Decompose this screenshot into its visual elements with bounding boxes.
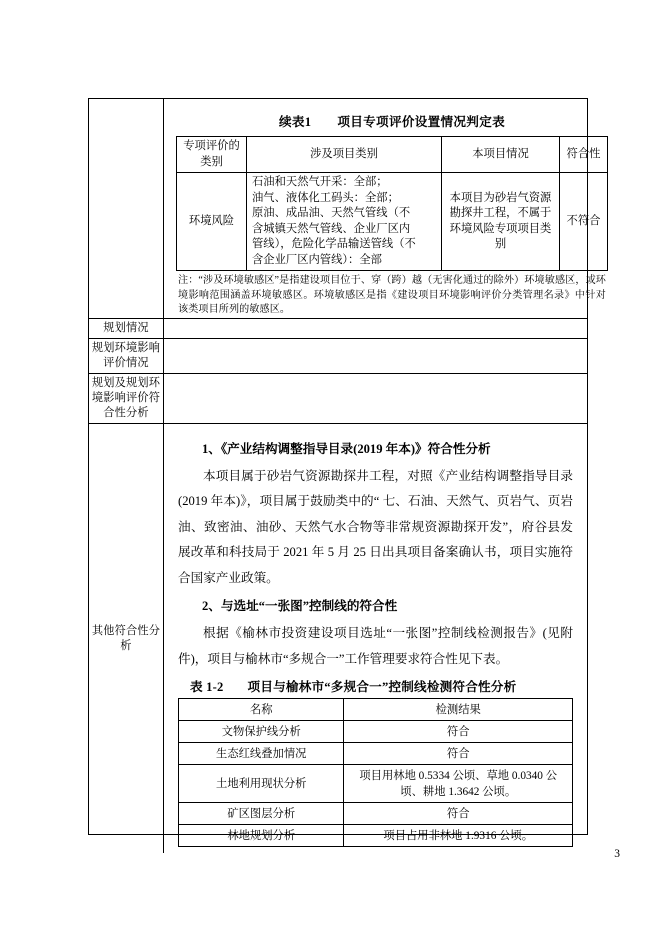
table1-header-compliance: 符合性 bbox=[560, 137, 608, 173]
table1-caption-number: 续表1 bbox=[278, 115, 312, 129]
table2-cell-name: 林地规划分析 bbox=[179, 825, 344, 847]
table2-header-name: 名称 bbox=[179, 699, 344, 721]
planning-eia-row bbox=[89, 339, 587, 374]
table2-header-result: 检测结果 bbox=[344, 699, 573, 721]
planning-compliance-row bbox=[89, 374, 587, 424]
table1-row bbox=[177, 173, 608, 271]
table2-row bbox=[179, 825, 573, 847]
document-page-frame bbox=[88, 98, 606, 842]
table2-row bbox=[179, 765, 573, 803]
table2-cell-result: 项目用林地 0.5334 公顷、草地 0.0340 公顷、耕地 1.3642 公顷。 bbox=[344, 765, 573, 803]
other-compliance-row bbox=[89, 424, 587, 854]
page-number: 3 bbox=[614, 848, 620, 860]
table1-caption bbox=[176, 111, 608, 130]
table1-cell-category: 环境风险 bbox=[177, 173, 247, 271]
table2-row bbox=[179, 721, 573, 743]
table2-caption-title: 项目与榆林市“多规合一”控制线检测符合性分析 bbox=[247, 680, 517, 695]
section2-paragraph: 根据《榆林市投资建设项目选址“一张图”控制线检测报告》(见附件)，项目与榆林市“多规合一”工作管理要求符合性见下表。 bbox=[178, 626, 573, 666]
table2-cell-name: 生态红线叠加情况 bbox=[179, 743, 344, 765]
table2-row bbox=[179, 803, 573, 825]
table2-cell-result: 符合 bbox=[344, 721, 573, 743]
table2-row bbox=[179, 743, 573, 765]
table1-header-project-types: 涉及项目类别 bbox=[247, 137, 442, 173]
table2 bbox=[178, 698, 573, 847]
section1-heading: 1、《产业结构调整指导目录(2019 年本)》符合性分析 bbox=[202, 441, 491, 456]
table1-project-type-line: 含城镇天然气管线、企业厂区内 bbox=[252, 222, 411, 235]
planning-compliance-row-value bbox=[164, 374, 587, 423]
table2-cell-result: 符合 bbox=[344, 743, 573, 765]
table2-cell-result: 项目占用非林地 1.9316 公顷。 bbox=[344, 825, 573, 847]
other-compliance-row-label: 其他符合性分析 bbox=[89, 424, 164, 854]
planning-row-value bbox=[164, 319, 587, 338]
table1-caption-title: 项目专项评价设置情况判定表 bbox=[337, 115, 505, 129]
special-evaluation-row-label bbox=[89, 99, 164, 318]
table1-header-category: 专项评价的类别 bbox=[177, 137, 247, 173]
table1-header-this-project: 本项目情况 bbox=[442, 137, 560, 173]
table1 bbox=[176, 136, 608, 271]
table1-project-type-line: 原油、成品油、天然气管线（不 bbox=[252, 207, 411, 219]
section1-paragraph: 本项目属于砂岩气资源勘探井工程，对照《产业结构调整指导目录(2019 年本)》，项目属于鼓励类中的“ 七、石油、天然气、页岩气、页岩油、致密油、油砂、天然气水合物等非常规资源勘探开发”，府谷县发展改革和科技局于 2021 年 5 月 25 日出具项目备案确认书，项目实施符合国家产业政策。 bbox=[178, 468, 573, 585]
table2-cell-name: 文物保护线分析 bbox=[179, 721, 344, 743]
planning-row bbox=[89, 319, 587, 339]
table2-cell-name: 矿区图层分析 bbox=[179, 803, 344, 825]
table2-cell-result: 符合 bbox=[344, 803, 573, 825]
table2-caption-number: 表 1-2 bbox=[190, 680, 224, 695]
table1-project-type-line: 油气、液体化工码头：全部； bbox=[252, 191, 399, 204]
table1-cell-this-project: 本项目为砂岩气资源勘探井工程，不属于环境风险专项项目类别 bbox=[442, 173, 560, 271]
table2-cell-name: 土地利用现状分析 bbox=[179, 765, 344, 803]
table1-cell-compliance: 不符合 bbox=[560, 173, 608, 271]
table2-caption bbox=[178, 676, 573, 695]
table2-header-row bbox=[179, 699, 573, 721]
special-evaluation-row bbox=[89, 99, 606, 319]
table1-project-type-line: 管线），危险化学品输送管线（不 bbox=[252, 238, 416, 250]
planning-compliance-row-label: 规划及规划环境影响评价符合性分析 bbox=[89, 374, 164, 423]
table1-cell-project-types bbox=[247, 173, 442, 271]
table1-note: 注：“涉及环境敏感区”是指建设项目位于、穿（跨）越（无害化通过的除外）环境敏感区，或环境影响范围涵盖环境敏感区。环境敏感区是指《建设项目环境影响评价分类管理名录》中针对该类项目所列的敏感区。 bbox=[178, 275, 606, 316]
table1-project-type-line: 含企业厂区内管线）：全部 bbox=[252, 253, 382, 266]
other-compliance-content bbox=[164, 424, 587, 854]
table1-project-type-line: 石油和天然气开采：全部； bbox=[252, 176, 388, 188]
planning-row-label: 规划情况 bbox=[89, 319, 164, 338]
table1-header-row bbox=[177, 137, 608, 173]
special-evaluation-content bbox=[164, 99, 620, 318]
section2-heading: 2、与选址“一张图”控制线的符合性 bbox=[202, 599, 398, 614]
planning-eia-row-value bbox=[164, 339, 587, 373]
planning-eia-row-label: 规划环境影响评价情况 bbox=[89, 339, 164, 373]
